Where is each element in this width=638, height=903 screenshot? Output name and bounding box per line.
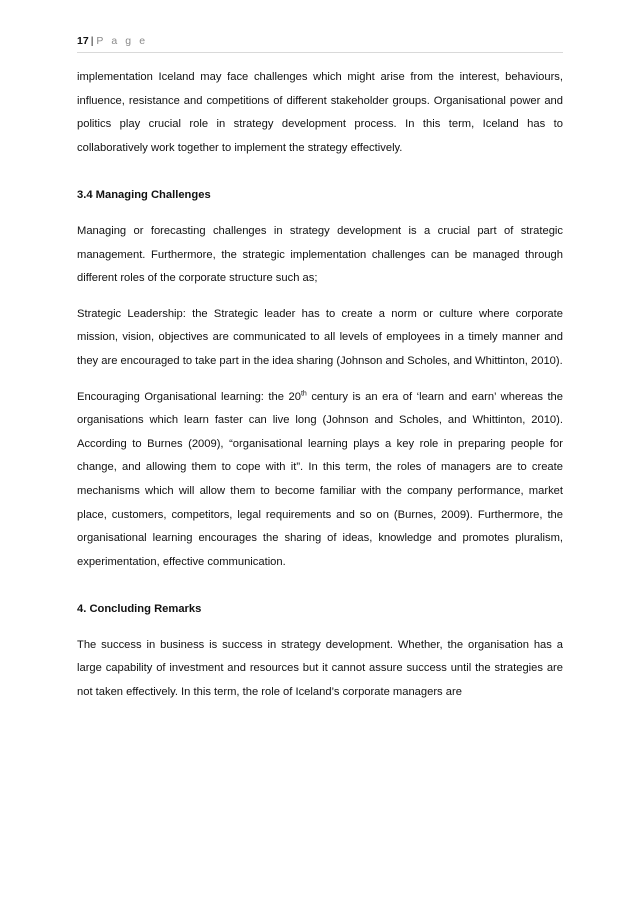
paragraph-concluding: The success in business is success in strategy development. Whether, the organisation has a large capability of investment and resources but it cannot assure success until the strategies are not taken effectively. In this term, the role of Iceland’s corporate managers are: [77, 638, 563, 699]
paragraph-strategic-leadership: Strategic Leadership: the Strategic leader has to create a norm or culture where corporate mission, vision, objectives are communicated to all levels of employees in a timely manner and they are encouraged to take part in the idea sharing (Johnson and Scholes, and Whittinton, 2010).: [77, 307, 563, 367]
heading-concluding-remarks: 4. Concluding Remarks: [77, 603, 202, 616]
page-header: [77, 35, 563, 53]
paragraph-stakeholder-challenges: implementation Iceland may face challenges which might arise from the interest, behaviours, influence, resistance and competitions of different stakeholder groups. Organisational power and politics play crucial role in strategy development process. In this term, Iceland has to collaboratively work together to implement the strategy effectively.: [77, 71, 563, 154]
paragraph-managing-challenges: Managing or forecasting challenges in strategy development is a crucial part of strategic management. Furthermore, the strategic implementation challenges can be managed through different roles of the corporate structure such as;: [77, 224, 563, 285]
page-word: P a g e: [96, 35, 148, 47]
paragraph-organisational-learning: [77, 386, 563, 575]
page-number: 17: [77, 35, 89, 47]
learning-text-rest: century is an era of ‘learn and earn’ whereas the organisations which learn faster can live long (Johnson and Scholes, and Whittinton, 2010). According to Burnes (2009), “organisational learning plays a key role in preparing people for change, and allowing them to cope with it”. In this term, the roles of managers are to create mechanisms which will allow them to become familiar with the company performance, market place, customers, competitors, legal requirements and so on (Burnes, 2009). Furthermore, the organisational learning encourages the sharing of ideas, knowledge and promotes pluralism, experimentation, effective communication.: [77, 390, 564, 568]
superscript-th: th: [300, 389, 307, 397]
heading-managing-challenges: 3.4 Managing Challenges: [77, 189, 211, 202]
page-body: [77, 66, 563, 705]
learning-text-start: Encouraging Organisational learning: the 20: [77, 390, 301, 403]
header-separator: |: [90, 35, 94, 47]
